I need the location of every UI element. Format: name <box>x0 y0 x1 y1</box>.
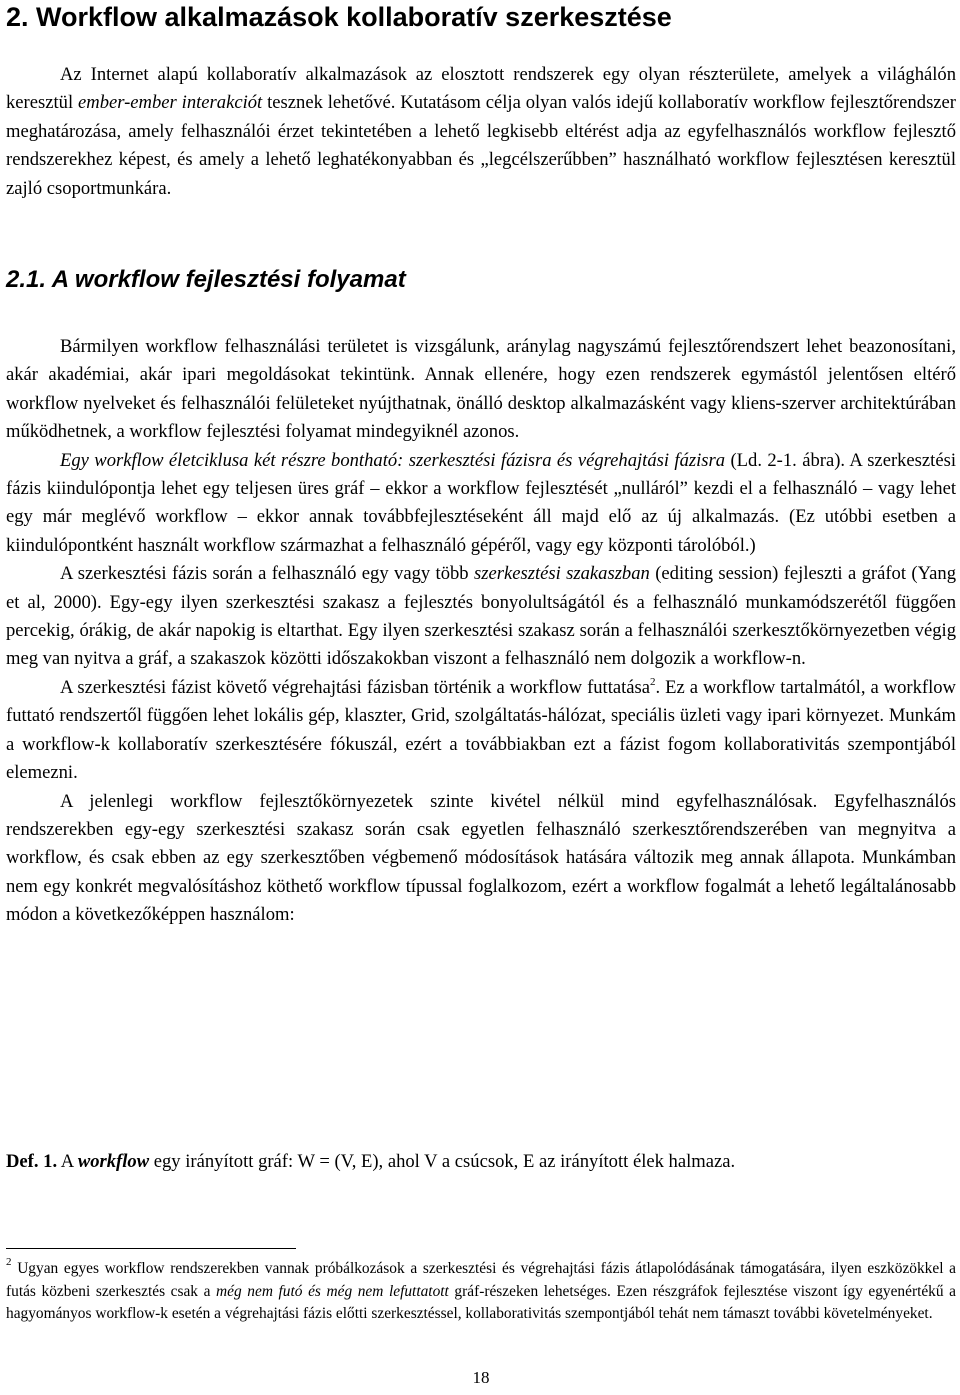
footnote-separator <box>6 1248 296 1249</box>
paragraph-3 <box>6 447 956 561</box>
intro-text-b: tesznek lehetővé. Kutatásom célja olyan valós idejű kollaboratív workflow fejlesztőrendszer meghatározása, amely felhasználói érzet tekintetében a lehető legkisebb eltérést adja az egyfelhasználós workflow fejlesztő rendszerekhez képest, és amely a lehető leghatékonyabban és „legcélszerűbben” használható workflow fejlesztésen keresztül zajló csoportmunkára. <box>6 92 956 199</box>
paragraph-5 <box>6 674 956 788</box>
footnote-reference[interactable]: 2 <box>650 675 656 688</box>
footnote <box>6 1258 956 1326</box>
chapter-title: 2. Workflow alkalmazások kollaboratív szerkesztése <box>6 2 672 32</box>
paragraph-4-text-a: A szerkesztési fázis során a felhasználó egy vagy több <box>60 563 474 585</box>
footnote-text-a: Ugyan egyes workflow rendszerekben vannak próbálkozások a szerkesztési és végrehajtási fázis átlapolódásának támogatására, ilyen eszközökkel a futás közbeni szerkesztés csak a <box>6 1260 956 1300</box>
intro-paragraph <box>6 61 956 203</box>
definition-label: Def. 1. <box>6 1151 58 1172</box>
paragraph-2: Bármilyen workflow felhasználási területet is vizsgálunk, aránylag nagyszámú fejlesztőrendszert lehet beazonosítani, akár akadémiai, akár ipari megoldásokat tekintünk. Annak ellenére, hogy ezen rendszerek egymástól jelentősen eltérő workflow nyelveket és felhasználói felületeket nyújthatnak, önálló desktop alkalmazásként vagy kliens-szerver architektúrában működhetnek, a workflow fejlesztési folyamat mindegyiknél azonos. <box>6 336 956 443</box>
footnote-text-b: gráf-részeken lehetséges. Ezen részgráfok fejlesztése viszont így egyenértékű a hagyományos workflow-k esetén a végrehajtási fázis előtti szerkesztéssel, kollaborativitás szempontjából tehát nem támaszt további követelményeket. <box>6 1282 957 1322</box>
paragraph-4-text-b: (editing session) fejleszti a gráfot (Yang et al, 2000). Egy-egy ilyen szerkesztési szakasz a fejlesztés bonyolultságától és a felhasználó munkamódszerétől függően percekig, órákig, de akár napokig is eltarthat. Egy ilyen szerkesztési szakasz során a felhasználói szerkesztőkörnyezetben végig meg van nyitva a gráf, a szakaszok közötti időszakokban viszont a felhasználó nem dolgozik a workflow-n. <box>6 563 956 670</box>
paragraph-4 <box>6 560 956 674</box>
paragraph-5-text-b: . Ez a workflow tartalmától, a workflow futtató rendszertől függően lehet lokális gép, klaszter, Grid, szolgáltatás-hálózat, speciális üzleti vagy ipari környezet. Munkám a workflow-k kollaboratív szerkesztésére fókuszál, ezért a továbbiakban ezt a fázist fogom kollaborativitás szempontjából elemezni. <box>6 676 956 784</box>
section-body <box>6 333 956 930</box>
footnote-emphasis: még nem futó és még nem lefuttatott <box>216 1282 449 1300</box>
definition-text-a: A <box>57 1151 78 1172</box>
intro-emphasis: ember-ember interakciót <box>78 92 263 114</box>
paragraph-6: A jelenlegi workflow fejlesztőkörnyezetek szinte kivétel nélkül mind egyfelhasználósak. Egyfelhasználós rendszerekben egy-egy szerkesztési szakasz során csak egyetlen felhasználó szerkesztőrendszerében van megnyitva a workflow, és csak ebben az egy szerkesztőben végbemenő módosítások hatására változik meg annak állapota. Munkámban nem egy konkrét megvalósításhoz köthető workflow típussal foglalkozom, ezért a workflow fogalmát a lehető legáltalánosabb módon a következőképpen használom: <box>6 790 956 926</box>
page-number: 18 <box>472 1368 490 1387</box>
paragraph-4-emphasis: szerkesztési szakaszban <box>474 563 650 585</box>
definition <box>6 1148 956 1176</box>
intro-text-a: Az Internet alapú kollaboratív alkalmazások az elosztott rendszerek egy olyan részterülete, amelyek a világhálón keresztül <box>6 64 956 114</box>
paragraph-3-text: (Ld. 2-1. ábra). A szerkesztési fázis kiindulópontja lehet egy teljesen üres gráf – ekkor a workflow fejlesztését „nulláról” kezdi el a felhasználó – vagy lehet egy már meglévő workflow – ekkor annak továbbfejlesztéseként áll majd elő az új alkalmazás. (Ez utóbbi esetben a kiindulópontként használt workflow származhat a felhasználó gépéről, vagy egy központi tárolóból.) <box>6 449 956 556</box>
section-title: 2.1. A workflow fejlesztési folyamat <box>6 266 406 293</box>
paragraph-3-emphasis: Egy workflow életciklusa két részre bontható: szerkesztési fázisra és végrehajtási fázisra <box>60 449 726 471</box>
definition-text-b: egy irányított gráf: W = (V, E), ahol V a csúcsok, E az irányított élek halmaza. <box>149 1151 736 1172</box>
footnote-marker: 2 <box>6 1256 12 1268</box>
definition-keyword: workflow <box>77 1151 150 1172</box>
paragraph-5-text-a: A szerkesztési fázist követő végrehajtási fázisban történik a workflow futtatása <box>60 676 651 698</box>
